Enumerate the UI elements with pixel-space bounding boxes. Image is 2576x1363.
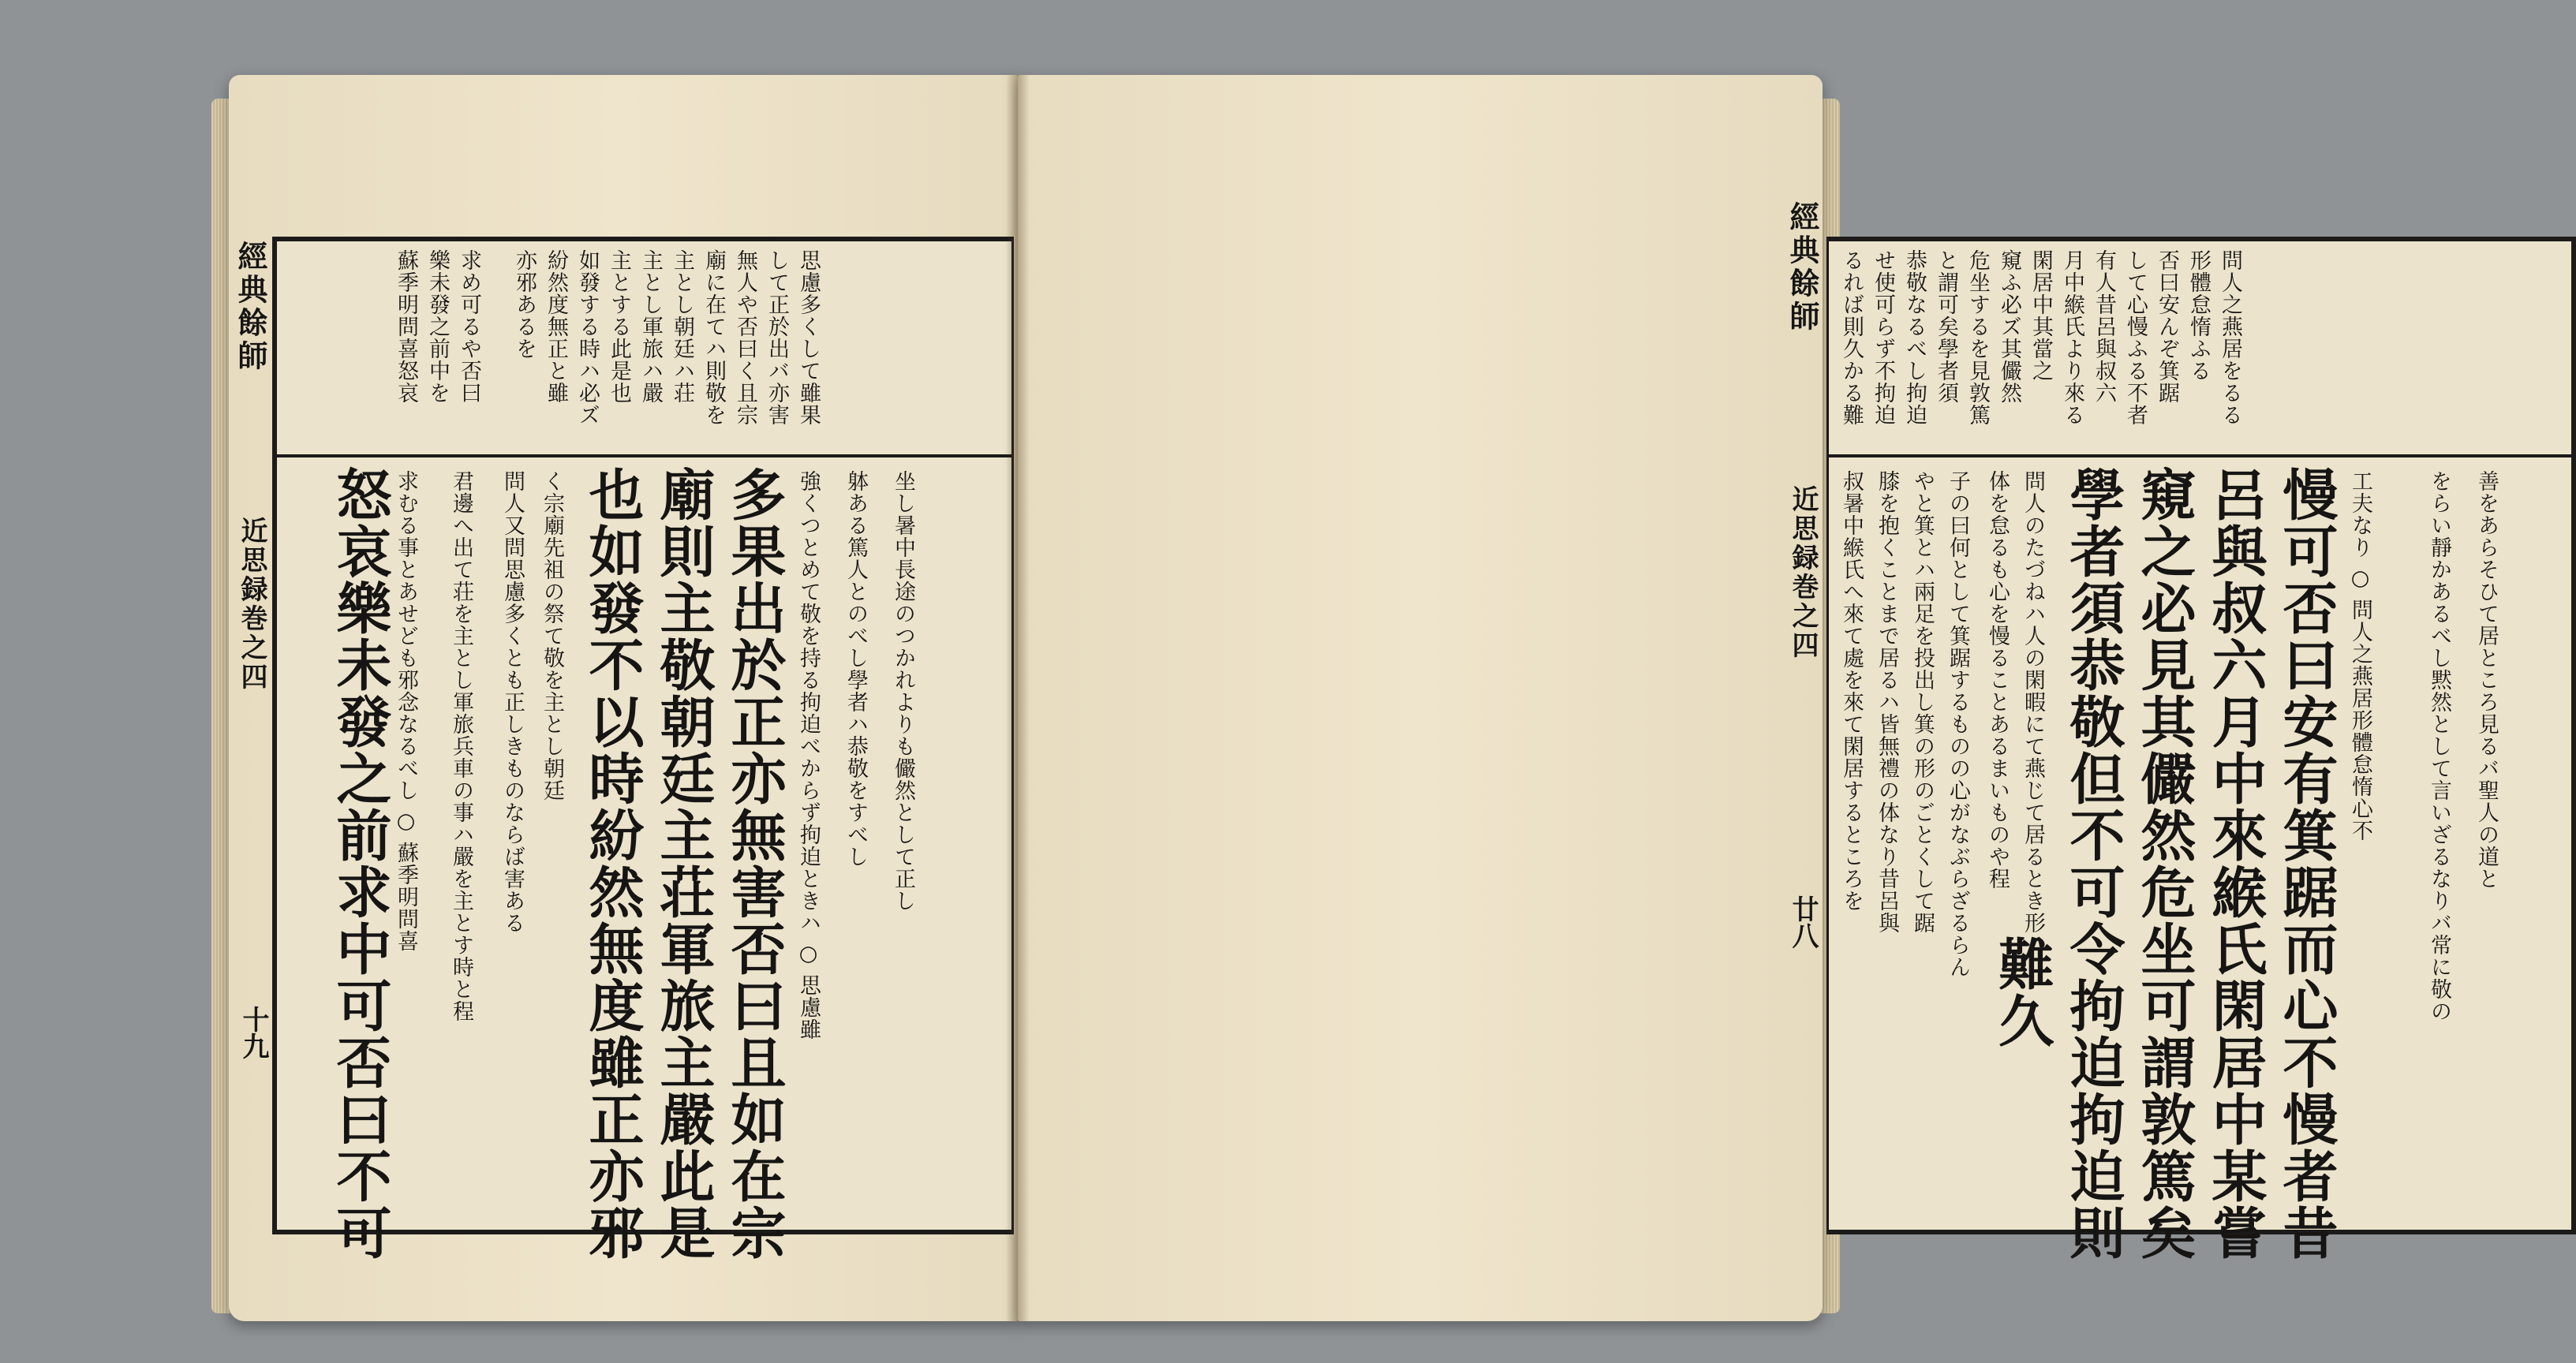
headnote-column: 思慮多くして雖果 <box>796 249 821 426</box>
annotation-column: 問人のたづねハ人の閑暇にて燕じて居るとき形 <box>2021 470 2045 934</box>
annotation-column: 躰ある篤人とのべし學者ハ恭敬をすべし <box>843 470 868 868</box>
right-page <box>1018 75 2499 1321</box>
main-text-column: 學者須恭敬但不可令拘迫拘迫則 <box>2061 466 2126 1261</box>
page-number: 十九 <box>237 1006 269 1059</box>
annotation-column: 強くつとめて敬を持る拘迫べからず拘迫ときハ ○ 思慮雖 <box>796 470 821 1041</box>
main-text-column: 呂與叔六月中來緱氏閑居中某嘗 <box>2203 466 2268 1261</box>
headnote-column: 廟に在てハ則敬を <box>701 249 726 426</box>
annotation-column: く宗廟先祖の祭て敬を主とし朝廷 <box>540 470 564 801</box>
header-divider <box>277 454 1011 457</box>
annotation-column: 膝を抱くことまで居るハ皆無禮の体なり昔呂與 <box>1875 470 1899 934</box>
left-page <box>229 75 1018 1321</box>
right-text-frame <box>1826 237 2576 1261</box>
headnote-column: して心慢ふる不者 <box>2123 249 2148 426</box>
annotation-column: 工夫なり ○ 問人之燕居形體怠惰心不 <box>2348 470 2372 842</box>
headnote-column: と謂可矣學者須 <box>1934 249 1958 404</box>
header-divider <box>1829 454 2571 457</box>
spine-title: 經典餘師 <box>1785 201 1820 334</box>
annotation-column: 君邊へ出て荘を主とし軍旅兵車の事ハ嚴を主とす時と程 <box>449 470 473 1022</box>
annotation-column: 体を怠るも心を慢ることあるまいものや程 <box>1985 470 2010 890</box>
annotation-column: をらい靜かあるべし黙然として言いざるなりバ常に敬の <box>2427 470 2451 1022</box>
spine-title: 經典餘師 <box>233 241 268 373</box>
headnote-column: 閑居中其當之 <box>2028 249 2053 382</box>
headnote-column: 求め可るや否曰 <box>457 249 481 404</box>
headnote-column: 否曰安んぞ箕踞 <box>2155 249 2179 404</box>
headnote-column: 恭敬なるべし拘迫 <box>1902 249 1927 426</box>
main-text-column: 多果出於正亦無害否曰且如在宗 <box>722 466 787 1261</box>
annotation-column: 坐し暑中長途のつかれよりも儼然として正し <box>891 470 915 912</box>
annotation-column: 子の曰何として箕踞するものの心がなぶらざるらん <box>1946 470 1970 978</box>
main-text-column: 怒哀樂未發之前求中可否曰不可 <box>327 466 393 1261</box>
headnote-column: 主とし軍旅ハ嚴 <box>638 249 663 404</box>
headnote-column: 紛然度無正と雖 <box>544 249 568 404</box>
headnote-column: 問人之燕居をるる <box>2218 249 2242 426</box>
headnote-column: 窺ふ必ズ其儼然 <box>1997 249 2021 404</box>
main-text-column: 也如發不以時紛然無度雖正亦邪 <box>580 466 645 1261</box>
page-number: 廿八 <box>1787 895 1819 949</box>
headnote-column: 有人昔呂與叔六 <box>2092 249 2116 404</box>
main-text-column: 慢可否曰安有箕踞而心不慢者昔 <box>2274 466 2339 1261</box>
headnote-column: 無人や否曰く且宗 <box>733 249 757 426</box>
headnote-column: 蘇季明問喜怒哀 <box>394 249 418 404</box>
annotation-column: 問人又問思慮多くとも正しきものならば害ある <box>500 470 525 934</box>
main-text-column: 廟則主敬朝廷主荘軍旅主嚴此是 <box>651 466 716 1261</box>
headnote-column: 亦邪あるを <box>512 249 537 360</box>
headnote-column: 主とする此是也 <box>607 249 631 404</box>
headnote-column: 如發する時ハ必ズ <box>575 249 600 426</box>
annotation-column: やと箕とハ兩足を投出し箕の形のごとくして踞 <box>1910 470 1935 934</box>
headnote-column: るれば則久かる難 <box>1839 249 1864 426</box>
open-book <box>229 75 2499 1321</box>
main-text-column: 難久 <box>1990 935 2055 1049</box>
main-text-column: 窺之必見其儼然危坐可謂敦篤矣 <box>2132 466 2197 1261</box>
headnote-column: 月中緱氏より來る <box>2060 249 2084 426</box>
left-text-frame <box>272 237 1014 1261</box>
chapter-label: 近思録巻之四 <box>1787 485 1819 660</box>
annotation-column: 求むる事とあせども邪念なるべし ○ 蘇季明問喜 <box>394 470 418 953</box>
headnote-column: 危坐するを見敦篤 <box>1965 249 1990 426</box>
page-edges-left <box>211 99 230 1313</box>
headnote-column: せ使可らず不拘迫 <box>1871 249 1895 426</box>
chapter-label: 近思録巻之四 <box>236 517 267 692</box>
annotation-column: 善をあらそひて居ところ見るバ聖人の道と <box>2474 470 2499 890</box>
headnote-column: 形體怠惰ふる <box>2186 249 2211 382</box>
headnote-column: 主とし朝廷ハ荘 <box>670 249 694 404</box>
book-gutter <box>1006 75 1030 1321</box>
headnote-column: して正於出バ亦害 <box>765 249 789 426</box>
headnote-column: 樂未發之前中を <box>425 249 450 404</box>
annotation-column: 叔暑中緱氏へ來て處を來て閑居するところを <box>1839 470 1864 912</box>
